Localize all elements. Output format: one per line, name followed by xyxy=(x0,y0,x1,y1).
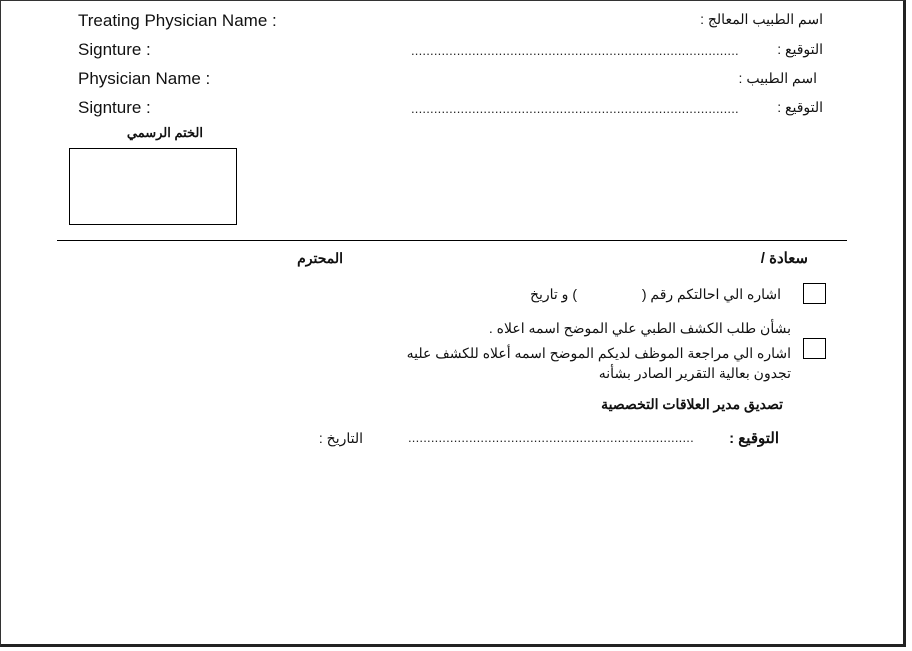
referral-checkbox[interactable] xyxy=(803,283,826,304)
approval-sign-label: التوقيع : xyxy=(729,430,779,447)
review-checkbox[interactable] xyxy=(803,338,826,359)
approval-title: تصديق مدير العلاقات التخصصية xyxy=(601,396,783,412)
salutation: سعادة / xyxy=(760,250,808,267)
physician-label-ar: اسم الطبيب : xyxy=(738,70,817,86)
approval-sign-dots: ........................................................................... xyxy=(408,430,694,445)
signature-label-en: Signture : xyxy=(78,40,151,59)
signature2-label-ar: التوقيع : xyxy=(777,99,823,115)
exam-request-text: بشأن طلب الكشف الطبي علي الموضح اسمه اعلاه . xyxy=(488,320,791,336)
official-stamp-box xyxy=(69,148,237,225)
treating-physician-label-ar: اسم الطبيب المعالج : xyxy=(700,11,823,27)
physician-label-en: Physician Name : xyxy=(78,69,211,88)
treating-physician-label-en: Treating Physician Name : xyxy=(78,11,277,30)
review-line-1: اشاره الي مراجعة الموظف لديكم الموضح اسمه أعلاه للكشف عليه xyxy=(406,345,791,361)
signature-label-ar: التوقيع : xyxy=(777,41,823,57)
respected-label: المحترم xyxy=(297,250,343,266)
signature-dots: ...................................................................................... xyxy=(411,43,739,58)
approval-date-label: التاريخ : xyxy=(318,430,363,446)
signature2-label-en: Signture : xyxy=(78,98,151,117)
review-line-2: تجدون بعالية التقرير الصادر بشأنه xyxy=(598,365,791,381)
referral-suffix: ) و تاريخ xyxy=(529,286,577,302)
signature2-dots: ...................................................................................... xyxy=(411,101,739,116)
official-stamp-label: الختم الرسمي xyxy=(126,125,203,140)
section-divider xyxy=(57,240,847,241)
referral-prefix: اشاره الي احالتكم رقم ( xyxy=(641,286,781,302)
